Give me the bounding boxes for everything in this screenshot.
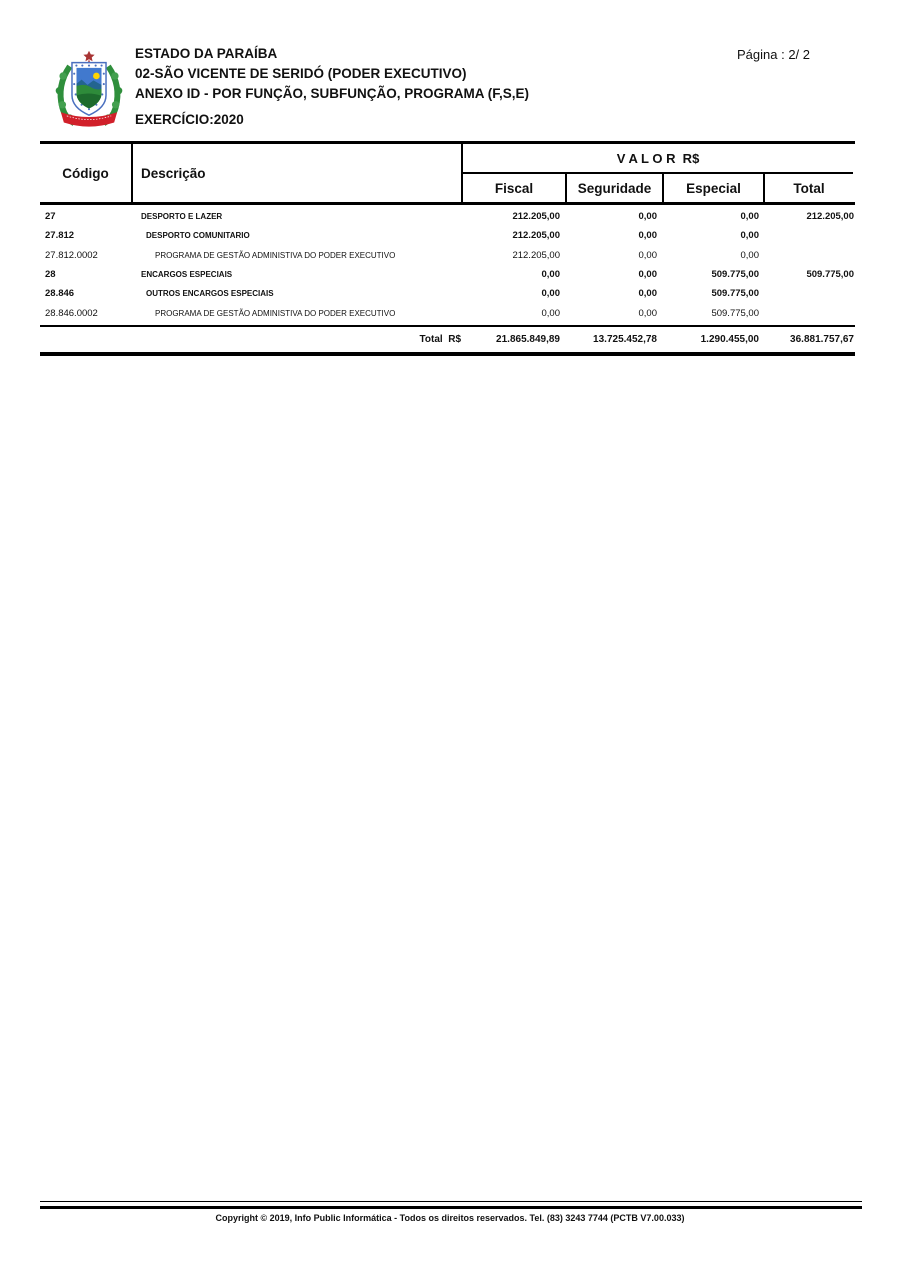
row-especial-value: 509.775,00 <box>711 269 759 281</box>
row-especial-value: 0,00 <box>740 230 759 242</box>
row-especial-value: 509.775,00 <box>711 307 759 319</box>
total-grand-value: 36.881.757,67 <box>790 333 854 345</box>
row-code: 27.812 <box>45 230 75 242</box>
valor-sub-headers <box>463 174 853 202</box>
row-fiscal-value: 0,00 <box>541 307 560 319</box>
total-label: Total R$ <box>419 333 461 345</box>
column-header-especial: Especial <box>662 174 763 202</box>
row-seguridade-value: 0,00 <box>638 269 657 281</box>
table-row <box>40 207 855 226</box>
row-description: OUTROS ENCARGOS ESPECIAIS <box>146 289 274 299</box>
row-fiscal-value: 0,00 <box>541 288 560 300</box>
page-number: Página : 2/ 2 <box>737 47 810 62</box>
column-header-code: Código <box>40 144 133 202</box>
state-name: ESTADO DA PARAÍBA <box>135 46 278 61</box>
row-description: ENCARGOS ESPECIAIS <box>141 270 233 280</box>
column-header-description: Descrição <box>133 144 463 202</box>
table-header <box>40 141 855 205</box>
row-description: PROGRAMA DE GESTÃO ADMINISTIVA DO PODER EXECUTIVO <box>155 250 396 260</box>
row-code: 27 <box>45 211 56 223</box>
row-total-value: 509.775,00 <box>806 269 854 281</box>
table-total-row <box>40 325 855 356</box>
column-header-fiscal: Fiscal <box>494 180 534 196</box>
table-row <box>40 303 855 322</box>
row-fiscal-value: 212.205,00 <box>512 211 560 223</box>
total-especial-value: 1.290.455,00 <box>700 333 759 345</box>
column-header-seguridade: Seguridade <box>565 174 662 202</box>
row-especial-value: 509.775,00 <box>711 288 759 300</box>
table-row <box>40 246 855 265</box>
row-code: 27.812.0002 <box>45 249 98 261</box>
report-header <box>135 44 529 130</box>
report-title: ANEXO ID - POR FUNÇÃO, SUBFUNÇÃO, PROGRAMA (F,S,E) <box>135 86 530 101</box>
row-especial-value: 0,00 <box>740 249 759 261</box>
table-row <box>40 226 855 245</box>
column-group-valor <box>463 144 853 202</box>
row-description: PROGRAMA DE GESTÃO ADMINISTIVA DO PODER EXECUTIVO <box>155 308 396 318</box>
entity-name: 02-SÃO VICENTE DE SERIDÓ (PODER EXECUTIVO) <box>135 66 467 81</box>
row-fiscal-value: 0,00 <box>541 269 560 281</box>
row-seguridade-value: 0,00 <box>638 249 657 261</box>
total-seguridade-value: 13.725.452,78 <box>593 333 657 345</box>
table-row <box>40 284 855 303</box>
row-total-value: 212.205,00 <box>806 211 854 223</box>
total-fiscal-value: 21.865.849,89 <box>496 333 560 345</box>
valor-group-header: V A L O R R$ <box>463 144 853 174</box>
row-fiscal-value: 212.205,00 <box>512 249 560 261</box>
row-seguridade-value: 0,00 <box>638 288 657 300</box>
exercise-label: EXERCÍCIO:2020 <box>135 112 244 127</box>
row-description: DESPORTO COMUNITARIO <box>146 231 250 241</box>
budget-table <box>40 141 855 356</box>
row-description: DESPORTO E LAZER <box>141 212 223 222</box>
row-fiscal-value: 212.205,00 <box>512 230 560 242</box>
table-row <box>40 265 855 284</box>
row-seguridade-value: 0,00 <box>638 307 657 319</box>
row-code: 28 <box>45 269 56 281</box>
row-code: 28.846 <box>45 288 75 300</box>
footer-rule-thick <box>40 1206 862 1209</box>
footer-rule-thin <box>40 1201 862 1202</box>
row-seguridade-value: 0,00 <box>638 211 657 223</box>
footer-copyright: Copyright © 2019, Info Public Informática - Todos os direitos reservados. Tel. (83) 3243 7744 (PCTB V7.00.033) <box>215 1213 685 1223</box>
row-seguridade-value: 0,00 <box>638 230 657 242</box>
paraiba-coat-of-arms-icon <box>52 50 126 130</box>
row-code: 28.846.0002 <box>45 307 98 319</box>
table-body <box>40 205 855 356</box>
row-especial-value: 0,00 <box>740 211 759 223</box>
column-header-total: Total <box>763 174 853 202</box>
